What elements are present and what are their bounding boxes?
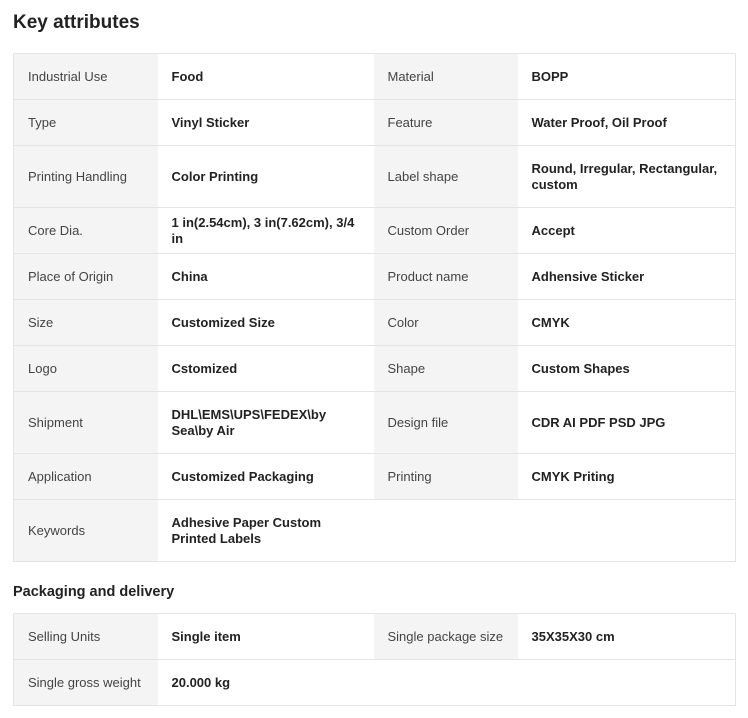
attribute-value: 35X35X30 cm — [518, 614, 736, 660]
attribute-value: Vinyl Sticker — [158, 100, 374, 146]
attribute-value: Custom Shapes — [518, 346, 736, 392]
attribute-label: Single gross weight — [14, 660, 158, 706]
table-row — [14, 100, 736, 146]
attribute-value: China — [158, 254, 374, 300]
attribute-value: Adhensive Sticker — [518, 254, 736, 300]
table-row — [14, 454, 736, 500]
attribute-label: Product name — [374, 254, 518, 300]
attribute-value: Water Proof, Oil Proof — [518, 100, 736, 146]
attribute-value: CMYK — [518, 300, 736, 346]
table-row — [14, 208, 736, 254]
table-row — [14, 500, 736, 562]
attribute-value: CMYK Priting — [518, 454, 736, 500]
attribute-value: DHL\EMS\UPS\FEDEX\by Sea\by Air — [158, 392, 374, 454]
attribute-label: Custom Order — [374, 208, 518, 254]
key-attributes-title: Key attributes — [13, 12, 140, 33]
packaging-title: Packaging and delivery — [13, 584, 175, 600]
empty-cell — [518, 500, 736, 562]
attribute-value: 20.000 kg — [158, 660, 374, 706]
table-row — [14, 346, 736, 392]
attribute-label: Industrial Use — [14, 54, 158, 100]
attribute-label: Application — [14, 454, 158, 500]
attribute-value: Customized Size — [158, 300, 374, 346]
attribute-label: Shape — [374, 346, 518, 392]
attribute-value: Customized Packaging — [158, 454, 374, 500]
attribute-value: Cstomized — [158, 346, 374, 392]
empty-cell — [374, 660, 518, 706]
attribute-value: 1 in(2.54cm), 3 in(7.62cm), 3/4 in — [158, 208, 374, 254]
attribute-value: CDR AI PDF PSD JPG — [518, 392, 736, 454]
table-row — [14, 614, 736, 660]
attribute-label: Place of Origin — [14, 254, 158, 300]
table-row — [14, 300, 736, 346]
attribute-label: Printing — [374, 454, 518, 500]
attribute-label: Size — [14, 300, 158, 346]
key-attributes-table — [13, 53, 736, 562]
attribute-value: Accept — [518, 208, 736, 254]
attribute-label: Core Dia. — [14, 208, 158, 254]
table-row — [14, 392, 736, 454]
attribute-label: Label shape — [374, 146, 518, 208]
table-row — [14, 54, 736, 100]
attribute-label: Color — [374, 300, 518, 346]
attribute-value: BOPP — [518, 54, 736, 100]
table-row — [14, 146, 736, 208]
empty-cell — [518, 660, 736, 706]
attribute-label: Logo — [14, 346, 158, 392]
attribute-label: Keywords — [14, 500, 158, 562]
attribute-label: Selling Units — [14, 614, 158, 660]
attribute-label: Material — [374, 54, 518, 100]
attribute-value: Single item — [158, 614, 374, 660]
empty-cell — [374, 500, 518, 562]
attribute-value: Adhesive Paper Custom Printed Labels — [158, 500, 374, 562]
attribute-label: Shipment — [14, 392, 158, 454]
attribute-label: Printing Handling — [14, 146, 158, 208]
table-row — [14, 254, 736, 300]
attribute-label: Feature — [374, 100, 518, 146]
attribute-value: Round, Irregular, Rectangular, custom — [518, 146, 736, 208]
packaging-table — [13, 613, 736, 706]
attribute-value: Color Printing — [158, 146, 374, 208]
attribute-label: Type — [14, 100, 158, 146]
attribute-label: Design file — [374, 392, 518, 454]
attribute-label: Single package size — [374, 614, 518, 660]
attribute-value: Food — [158, 54, 374, 100]
table-row — [14, 660, 736, 706]
